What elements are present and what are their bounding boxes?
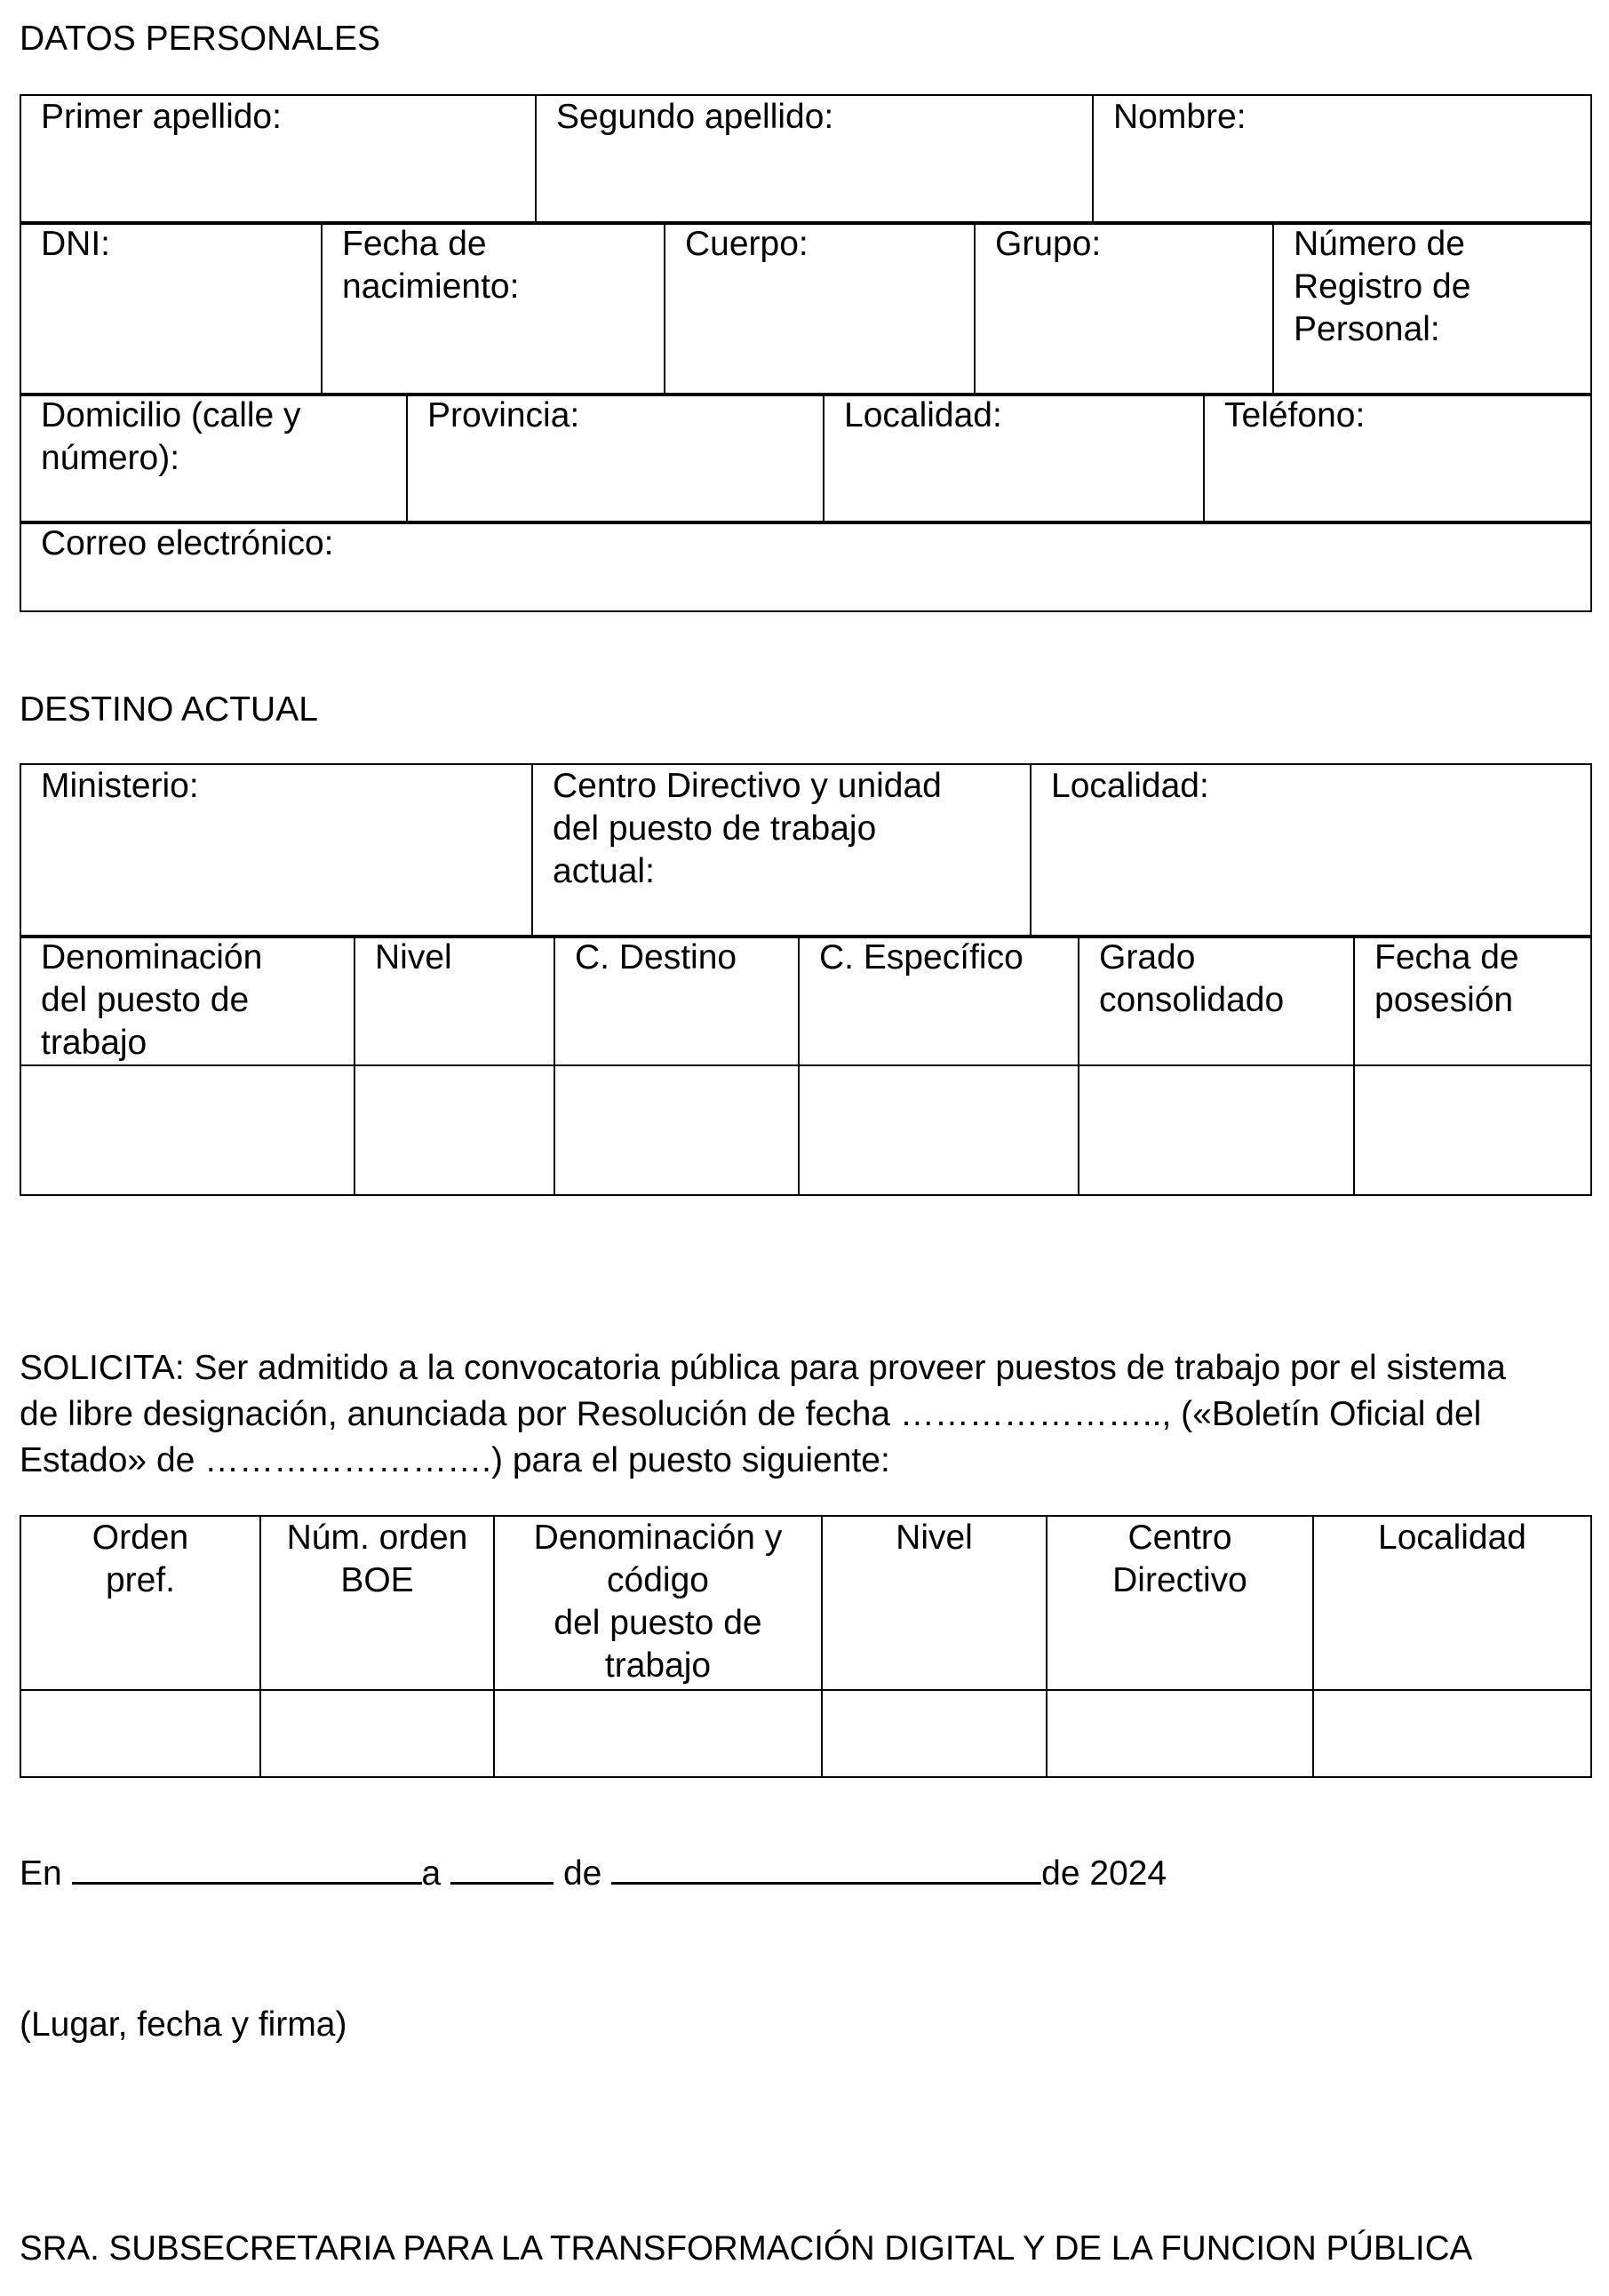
datos-personales-table-row3 [20, 393, 1592, 524]
denom-label-1: Denominación y [533, 1519, 783, 1557]
destino-actual-table-row2 [20, 935, 1592, 1196]
nrp-label-2: Registro de [1294, 267, 1471, 306]
ministerio-field[interactable] [20, 764, 532, 937]
section-heading-datos-personales: DATOS PERSONALES [20, 20, 381, 58]
grado-label-1: Grado [1099, 938, 1196, 977]
localidad-label: Localidad: [844, 396, 1002, 434]
primer-apellido-label: Primer apellido: [41, 98, 282, 136]
puesto-localidad-input-cell[interactable] [1313, 1690, 1591, 1777]
fecha-posesion-label-2: posesión [1374, 981, 1514, 1019]
year-label: de 2024 [1041, 1854, 1167, 1893]
puesto-localidad-header [1313, 1516, 1591, 1690]
centro-label-1: Centro Directivo y unidad [553, 767, 942, 805]
cuerpo-field[interactable] [665, 222, 975, 395]
de-label: de [562, 1854, 602, 1893]
orden-pref-header [20, 1516, 260, 1690]
puesto-localidad-label: Localidad [1378, 1519, 1526, 1557]
denom-label-3: del puesto de [554, 1604, 762, 1642]
telefono-label: Teléfono: [1224, 396, 1366, 434]
dia-blank[interactable] [450, 1852, 554, 1885]
provincia-label: Provincia: [427, 396, 580, 434]
centro-label-2: del puesto de trabajo [553, 809, 877, 848]
centro-directivo-header [1047, 1516, 1313, 1690]
datos-personales-table-row4 [20, 521, 1592, 612]
centro-directivo-input-cell[interactable] [1047, 1690, 1313, 1777]
datos-personales-table-row2 [20, 221, 1592, 396]
c-especifico-label: C. Específico [819, 938, 1024, 977]
denominacion-label-3: trabajo [41, 1024, 147, 1062]
puesto-centro-label-1: Centro [1127, 1519, 1232, 1557]
segundo-apellido-field[interactable] [536, 95, 1093, 224]
destino-localidad-field[interactable] [1031, 764, 1591, 937]
c-destino-label: C. Destino [575, 938, 737, 977]
lugar-fecha-firma-caption: (Lugar, fecha y firma) [20, 2005, 347, 2044]
fecha-posesion-input-cell[interactable] [1354, 1065, 1591, 1195]
a-label: a [421, 1854, 442, 1893]
nrp-label-1: Número de [1294, 225, 1465, 263]
correo-label: Correo electrónico: [41, 524, 334, 562]
boe-label-1: Núm. orden [286, 1519, 468, 1557]
nombre-label: Nombre: [1113, 98, 1247, 136]
solicita-paragraph [20, 1345, 1589, 1484]
destino-localidad-label: Localidad: [1051, 767, 1209, 805]
puesto-centro-label-2: Directivo [1112, 1561, 1247, 1599]
nivel-label: Nivel [375, 938, 452, 977]
mes-blank[interactable] [611, 1852, 1041, 1885]
num-orden-boe-input-cell[interactable] [260, 1690, 494, 1777]
c-destino-input-cell[interactable] [554, 1065, 799, 1195]
puesto-solicitado-table [20, 1515, 1592, 1778]
nrp-label-3: Personal: [1294, 310, 1440, 348]
solicita-line-3: Estado» de …………………….) para el puesto siguiente: [20, 1441, 890, 1479]
dni-field[interactable] [20, 222, 322, 395]
denominacion-codigo-header [494, 1516, 822, 1690]
en-label: En [20, 1854, 62, 1893]
grupo-label: Grupo: [995, 225, 1102, 263]
nombre-field[interactable] [1093, 95, 1591, 224]
nivel-header [354, 936, 554, 1065]
grado-consolidado-input-cell[interactable] [1079, 1065, 1354, 1195]
telefono-field[interactable] [1204, 394, 1591, 523]
solicita-line-1: SOLICITA: Ser admitido a la convocatoria pública para proveer puestos de trabajo por el sistema [20, 1349, 1506, 1387]
denominacion-header [20, 936, 354, 1065]
num-orden-boe-header [260, 1516, 494, 1690]
nivel-input-cell[interactable] [354, 1065, 554, 1195]
puesto-nivel-header [822, 1516, 1047, 1690]
denominacion-codigo-input-cell[interactable] [494, 1690, 822, 1777]
destinatario: SRA. SUBSECRETARIA PARA LA TRANSFORMACIÓN DIGITAL Y DE LA FUNCION PÚBLICA [20, 2229, 1473, 2268]
domicilio-label-2: número): [41, 439, 180, 477]
denominacion-input-cell[interactable] [20, 1065, 354, 1195]
centro-label-3: actual: [553, 852, 655, 890]
denom-label-2: código [607, 1561, 709, 1599]
cuerpo-label: Cuerpo: [685, 225, 808, 263]
orden-pref-input-cell[interactable] [20, 1690, 260, 1777]
provincia-field[interactable] [407, 394, 824, 523]
grado-label-2: consolidado [1099, 981, 1285, 1019]
fecha-nacimiento-field[interactable] [322, 222, 665, 395]
c-destino-header [554, 936, 799, 1065]
centro-directivo-field[interactable] [532, 764, 1031, 937]
ministerio-label: Ministerio: [41, 767, 199, 805]
fecha-nacimiento-label-2: nacimiento: [342, 267, 520, 306]
datos-personales-table-row1 [20, 94, 1592, 225]
orden-label-2: pref. [105, 1561, 176, 1599]
section-heading-destino-actual: DESTINO ACTUAL [20, 690, 318, 729]
primer-apellido-field[interactable] [20, 95, 536, 224]
fecha-nacimiento-label-1: Fecha de [342, 225, 487, 263]
denominacion-label-1: Denominación [41, 938, 263, 977]
domicilio-field[interactable] [20, 394, 407, 523]
boe-label-2: BOE [340, 1561, 414, 1599]
domicilio-label-1: Domicilio (calle y [41, 396, 301, 434]
c-especifico-header [799, 936, 1079, 1065]
segundo-apellido-label: Segundo apellido: [556, 98, 834, 136]
puesto-nivel-input-cell[interactable] [822, 1690, 1047, 1777]
dni-label: DNI: [41, 225, 110, 263]
denom-label-4: trabajo [604, 1646, 712, 1685]
solicita-line-2: de libre designación, anunciada por Resolución de fecha ………………….., («Boletín Oficial del [20, 1395, 1482, 1433]
puesto-nivel-label: Nivel [896, 1519, 973, 1557]
numero-registro-personal-field[interactable] [1273, 222, 1591, 395]
localidad-field[interactable] [824, 394, 1204, 523]
lugar-fecha-line [20, 1851, 1589, 1897]
c-especifico-input-cell[interactable] [799, 1065, 1079, 1195]
grupo-field[interactable] [975, 222, 1273, 395]
fecha-posesion-label-1: Fecha de [1374, 938, 1519, 977]
destino-actual-table-row1 [20, 763, 1592, 938]
denominacion-label-2: del puesto de [41, 981, 250, 1019]
grado-consolidado-header [1079, 936, 1354, 1065]
lugar-blank[interactable] [72, 1852, 422, 1885]
fecha-posesion-header [1354, 936, 1591, 1065]
orden-label-1: Orden [92, 1519, 189, 1557]
correo-electronico-field[interactable] [20, 522, 1591, 611]
